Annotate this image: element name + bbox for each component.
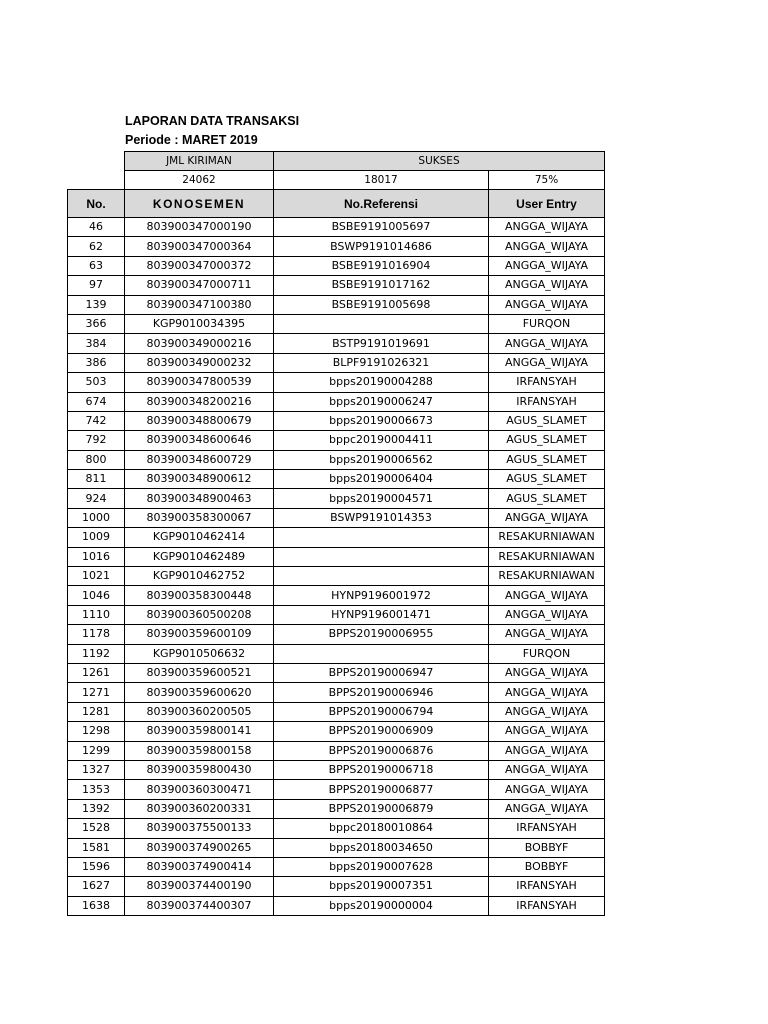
cell-referensi: BPPS20190006718 — [274, 760, 489, 779]
cell-konosemen: 803900348600729 — [125, 450, 274, 469]
cell-referensi: bpps20190006562 — [274, 450, 489, 469]
cell-user-entry: IRFANSYAH — [489, 373, 605, 392]
table-row — [68, 276, 605, 295]
cell-referensi: BSBE9191016904 — [274, 256, 489, 275]
cell-user-entry: ANGGA_WIJAYA — [489, 625, 605, 644]
cell-no: 1261 — [68, 663, 125, 682]
cell-konosemen: KGP9010462489 — [125, 547, 274, 566]
cell-user-entry: FURQON — [489, 314, 605, 333]
table-row — [68, 256, 605, 275]
cell-konosemen: 803900348200216 — [125, 392, 274, 411]
cell-konosemen: KGP9010034395 — [125, 314, 274, 333]
table-row — [68, 644, 605, 663]
cell-user-entry: BOBBYF — [489, 857, 605, 876]
cell-user-entry: ANGGA_WIJAYA — [489, 663, 605, 682]
cell-referensi: bpps20190006247 — [274, 392, 489, 411]
cell-konosemen: 803900348600646 — [125, 431, 274, 450]
cell-no: 139 — [68, 295, 125, 314]
cell-user-entry: AGUS_SLAMET — [489, 489, 605, 508]
cell-konosemen: 803900359600521 — [125, 663, 274, 682]
cell-referensi: BSBE9191005697 — [274, 218, 489, 237]
table-row — [68, 838, 605, 857]
table-row — [68, 314, 605, 333]
cell-no: 46 — [68, 218, 125, 237]
table-row — [68, 489, 605, 508]
cell-user-entry: ANGGA_WIJAYA — [489, 702, 605, 721]
table-row — [68, 508, 605, 527]
cell-user-entry: FURQON — [489, 644, 605, 663]
cell-referensi: bpps20190006404 — [274, 470, 489, 489]
cell-referensi: bpps20190006673 — [274, 411, 489, 430]
cell-user-entry: ANGGA_WIJAYA — [489, 683, 605, 702]
cell-konosemen: 803900374900414 — [125, 857, 274, 876]
cell-konosemen: 803900347000372 — [125, 256, 274, 275]
cell-no: 1581 — [68, 838, 125, 857]
cell-konosemen: 803900347100380 — [125, 295, 274, 314]
cell-konosemen: 803900358300448 — [125, 586, 274, 605]
cell-no: 1046 — [68, 586, 125, 605]
cell-no: 674 — [68, 392, 125, 411]
cell-konosemen: 803900360300471 — [125, 780, 274, 799]
cell-konosemen: 803900360200331 — [125, 799, 274, 818]
cell-referensi: bpps20190007628 — [274, 857, 489, 876]
transaction-table — [67, 151, 605, 916]
cell-konosemen: 803900347000364 — [125, 237, 274, 256]
table-row — [68, 411, 605, 430]
cell-referensi: HYNP9196001972 — [274, 586, 489, 605]
cell-no: 792 — [68, 431, 125, 450]
cell-konosemen: 803900359800141 — [125, 722, 274, 741]
table-row — [68, 896, 605, 915]
cell-user-entry: IRFANSYAH — [489, 896, 605, 915]
table-body — [68, 152, 605, 916]
cell-user-entry: AGUS_SLAMET — [489, 431, 605, 450]
cell-referensi: BPPS20190006946 — [274, 683, 489, 702]
cell-referensi: bppc20180010864 — [274, 819, 489, 838]
cell-no: 386 — [68, 353, 125, 372]
cell-no: 1016 — [68, 547, 125, 566]
cell-referensi: bpps20190007351 — [274, 877, 489, 896]
report-period: Periode : MARET 2019 — [125, 133, 258, 147]
cell-no: 1327 — [68, 760, 125, 779]
cell-referensi: BPPS20190006955 — [274, 625, 489, 644]
cell-konosemen: 803900360500208 — [125, 605, 274, 624]
table-row — [68, 760, 605, 779]
column-header-row — [68, 190, 605, 218]
cell-konosemen: 803900348900612 — [125, 470, 274, 489]
cell-user-entry: ANGGA_WIJAYA — [489, 276, 605, 295]
table-row — [68, 799, 605, 818]
table-row — [68, 528, 605, 547]
column-header-referensi: No.Referensi — [274, 190, 489, 218]
cell-user-entry: ANGGA_WIJAYA — [489, 353, 605, 372]
cell-user-entry: BOBBYF — [489, 838, 605, 857]
table-row — [68, 373, 605, 392]
cell-referensi — [274, 644, 489, 663]
cell-no: 503 — [68, 373, 125, 392]
cell-konosemen: 803900359600620 — [125, 683, 274, 702]
cell-no: 1009 — [68, 528, 125, 547]
cell-user-entry: RESAKURNIAWAN — [489, 547, 605, 566]
summary-label-row — [68, 152, 605, 171]
column-header-konosemen: KONOSEMEN — [125, 190, 274, 218]
cell-referensi: bpps20180034650 — [274, 838, 489, 857]
table-row — [68, 450, 605, 469]
column-header-user-entry: User Entry — [489, 190, 605, 218]
cell-user-entry: AGUS_SLAMET — [489, 470, 605, 489]
cell-referensi — [274, 567, 489, 586]
cell-no: 1353 — [68, 780, 125, 799]
cell-referensi — [274, 547, 489, 566]
cell-referensi: HYNP9196001471 — [274, 605, 489, 624]
table-row — [68, 877, 605, 896]
table-row — [68, 237, 605, 256]
cell-user-entry: ANGGA_WIJAYA — [489, 508, 605, 527]
cell-user-entry: ANGGA_WIJAYA — [489, 256, 605, 275]
cell-no: 1110 — [68, 605, 125, 624]
cell-referensi: BSTP9191019691 — [274, 334, 489, 353]
cell-user-entry: RESAKURNIAWAN — [489, 528, 605, 547]
summary-value-row — [68, 171, 605, 190]
cell-referensi: BPPS20190006877 — [274, 780, 489, 799]
cell-referensi: BSWP9191014686 — [274, 237, 489, 256]
sukses-value: 18017 — [274, 171, 489, 190]
cell-konosemen: KGP9010462752 — [125, 567, 274, 586]
cell-konosemen: 803900358300067 — [125, 508, 274, 527]
table-row — [68, 722, 605, 741]
cell-referensi: BSWP9191014353 — [274, 508, 489, 527]
cell-user-entry: RESAKURNIAWAN — [489, 567, 605, 586]
cell-referensi: BPPS20190006876 — [274, 741, 489, 760]
table-row — [68, 547, 605, 566]
cell-referensi: bpps20190004288 — [274, 373, 489, 392]
cell-konosemen: 803900360200505 — [125, 702, 274, 721]
cell-referensi — [274, 528, 489, 547]
cell-referensi: BPPS20190006879 — [274, 799, 489, 818]
cell-konosemen: 803900374400307 — [125, 896, 274, 915]
summary-spacer — [68, 152, 125, 171]
jml-kiriman-label: JML KIRIMAN — [125, 152, 274, 171]
cell-no: 1271 — [68, 683, 125, 702]
cell-konosemen: 803900348900463 — [125, 489, 274, 508]
cell-konosemen: 803900347000711 — [125, 276, 274, 295]
table-row — [68, 295, 605, 314]
cell-referensi: BPPS20190006909 — [274, 722, 489, 741]
table-row — [68, 431, 605, 450]
cell-user-entry: ANGGA_WIJAYA — [489, 722, 605, 741]
jml-kiriman-value: 24062 — [125, 171, 274, 190]
cell-referensi: BPPS20190006947 — [274, 663, 489, 682]
cell-user-entry: AGUS_SLAMET — [489, 450, 605, 469]
cell-user-entry: IRFANSYAH — [489, 819, 605, 838]
cell-user-entry: IRFANSYAH — [489, 392, 605, 411]
cell-no: 366 — [68, 314, 125, 333]
table-row — [68, 218, 605, 237]
cell-no: 1192 — [68, 644, 125, 663]
cell-konosemen: 803900348800679 — [125, 411, 274, 430]
cell-no: 924 — [68, 489, 125, 508]
cell-konosemen: KGP9010462414 — [125, 528, 274, 547]
cell-no: 800 — [68, 450, 125, 469]
sukses-percent: 75% — [489, 171, 605, 190]
table-row — [68, 470, 605, 489]
cell-user-entry: ANGGA_WIJAYA — [489, 780, 605, 799]
table-row — [68, 819, 605, 838]
cell-konosemen: 803900349000232 — [125, 353, 274, 372]
cell-referensi: BPPS20190006794 — [274, 702, 489, 721]
cell-konosemen: KGP9010506632 — [125, 644, 274, 663]
table-row — [68, 605, 605, 624]
cell-konosemen: 803900347800539 — [125, 373, 274, 392]
cell-no: 1627 — [68, 877, 125, 896]
cell-user-entry: ANGGA_WIJAYA — [489, 218, 605, 237]
cell-no: 63 — [68, 256, 125, 275]
cell-no: 1299 — [68, 741, 125, 760]
cell-referensi — [274, 314, 489, 333]
cell-referensi: bpps20190004571 — [274, 489, 489, 508]
cell-user-entry: ANGGA_WIJAYA — [489, 295, 605, 314]
table-row — [68, 392, 605, 411]
cell-user-entry: ANGGA_WIJAYA — [489, 605, 605, 624]
cell-user-entry: ANGGA_WIJAYA — [489, 237, 605, 256]
cell-no: 1638 — [68, 896, 125, 915]
cell-konosemen: 803900349000216 — [125, 334, 274, 353]
cell-referensi: bppc20190004411 — [274, 431, 489, 450]
cell-konosemen: 803900359800430 — [125, 760, 274, 779]
cell-konosemen: 803900375500133 — [125, 819, 274, 838]
cell-no: 1021 — [68, 567, 125, 586]
cell-no: 811 — [68, 470, 125, 489]
cell-konosemen: 803900359600109 — [125, 625, 274, 644]
cell-no: 384 — [68, 334, 125, 353]
table-row — [68, 625, 605, 644]
cell-no: 742 — [68, 411, 125, 430]
cell-no: 97 — [68, 276, 125, 295]
column-header-no: No. — [68, 190, 125, 218]
cell-no: 1178 — [68, 625, 125, 644]
cell-referensi: BSBE9191005698 — [274, 295, 489, 314]
table-row — [68, 663, 605, 682]
cell-konosemen: 803900374400190 — [125, 877, 274, 896]
cell-no: 1281 — [68, 702, 125, 721]
report-title: LAPORAN DATA TRANSAKSI — [125, 114, 300, 128]
cell-user-entry: ANGGA_WIJAYA — [489, 760, 605, 779]
cell-user-entry: ANGGA_WIJAYA — [489, 334, 605, 353]
cell-user-entry: IRFANSYAH — [489, 877, 605, 896]
cell-referensi: bpps20190000004 — [274, 896, 489, 915]
cell-user-entry: AGUS_SLAMET — [489, 411, 605, 430]
cell-referensi: BSBE9191017162 — [274, 276, 489, 295]
cell-user-entry: ANGGA_WIJAYA — [489, 741, 605, 760]
cell-konosemen: 803900347000190 — [125, 218, 274, 237]
cell-konosemen: 803900374900265 — [125, 838, 274, 857]
cell-referensi: BLPF9191026321 — [274, 353, 489, 372]
sukses-label: SUKSES — [274, 152, 605, 171]
table-row — [68, 586, 605, 605]
table-row — [68, 353, 605, 372]
cell-user-entry: ANGGA_WIJAYA — [489, 586, 605, 605]
cell-no: 1528 — [68, 819, 125, 838]
table-row — [68, 702, 605, 721]
cell-no: 1392 — [68, 799, 125, 818]
cell-konosemen: 803900359800158 — [125, 741, 274, 760]
table-row — [68, 741, 605, 760]
table-row — [68, 857, 605, 876]
cell-no: 1298 — [68, 722, 125, 741]
cell-no: 62 — [68, 237, 125, 256]
cell-no: 1596 — [68, 857, 125, 876]
cell-no: 1000 — [68, 508, 125, 527]
summary-spacer — [68, 171, 125, 190]
table-row — [68, 567, 605, 586]
table-row — [68, 780, 605, 799]
cell-user-entry: ANGGA_WIJAYA — [489, 799, 605, 818]
table-row — [68, 683, 605, 702]
table-row — [68, 334, 605, 353]
